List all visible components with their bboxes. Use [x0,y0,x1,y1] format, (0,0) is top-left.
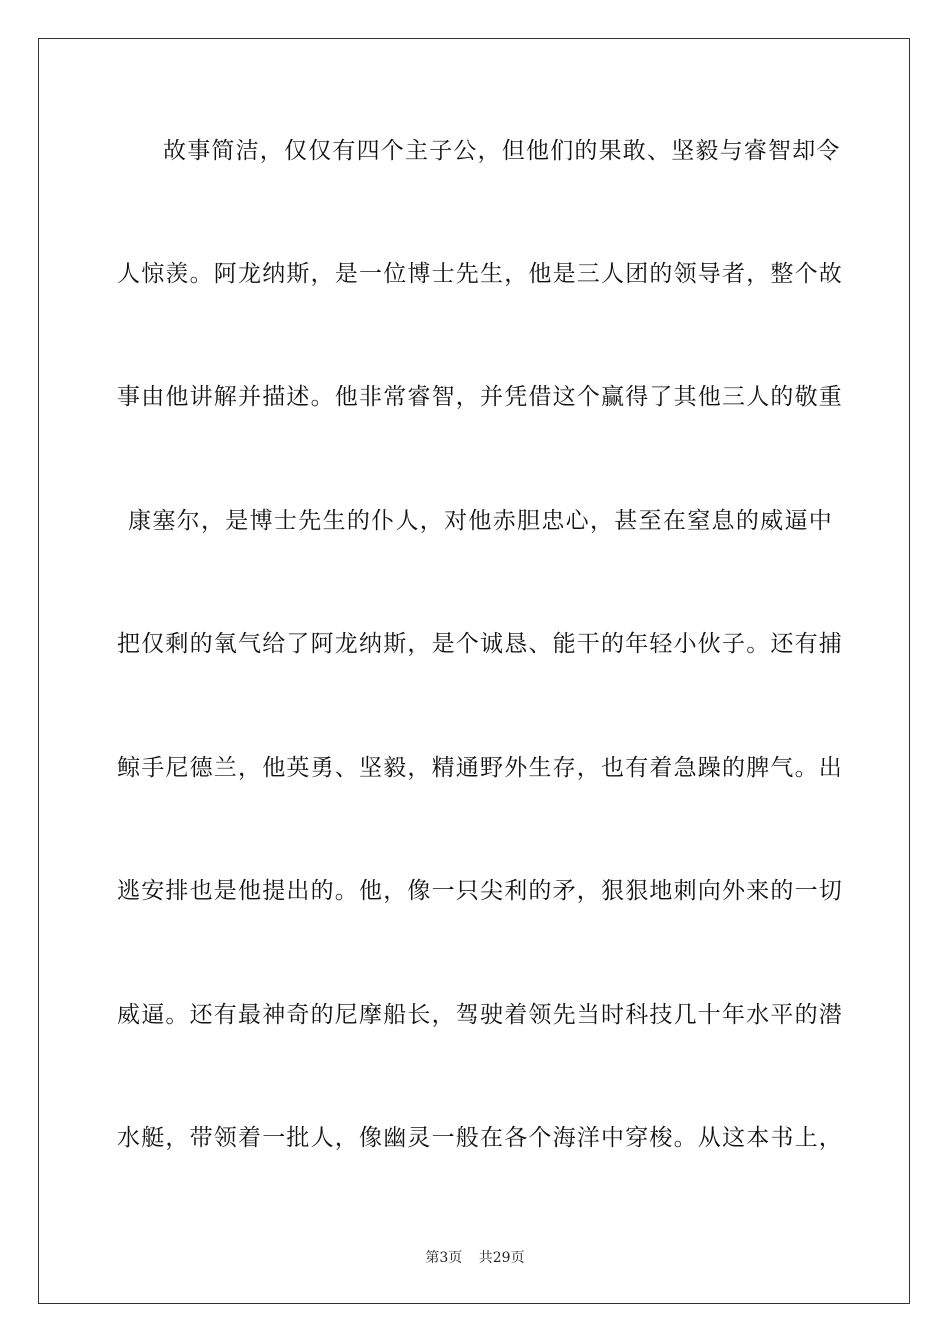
page-number: 第3页 [425,1250,463,1266]
paragraph-line: 水艇，带领着一批人，像幽灵一般在各个海洋中穿梭。从这本书上， [117,1125,843,1151]
paragraph-line: 逃安排也是他提出的。他，像一只尖利的矛，狠狠地刺向外来的一切 [117,878,843,904]
paragraph-line: 把仅剩的氧气给了阿龙纳斯，是个诚恳、能干的年轻小伙子。还有捕 [117,631,843,657]
paragraph-line: 威逼。还有最神奇的尼摩船长，驾驶着领先当时科技几十年水平的潜 [117,1002,843,1028]
page-footer [0,1247,950,1267]
page-border [38,38,910,1304]
paragraph-line: 人惊羡。阿龙纳斯，是一位博士先生，他是三人团的领导者，整个故 [117,261,843,287]
page-total: 共29页 [478,1250,525,1266]
paragraph-line: 事由他讲解并描述。他非常睿智，并凭借这个赢得了其他三人的敬重 [117,384,843,410]
paragraph-line: 康塞尔，是博士先生的仆人，对他赤胆忠心，甚至在窒息的威逼中 [128,508,833,534]
paragraph-line: 故事简洁，仅仅有四个主子公，但他们的果敢、坚毅与睿智却令 [163,138,841,164]
paragraph-line: 鲸手尼德兰，他英勇、坚毅，精通野外生存，也有着急躁的脾气。出 [117,755,843,781]
